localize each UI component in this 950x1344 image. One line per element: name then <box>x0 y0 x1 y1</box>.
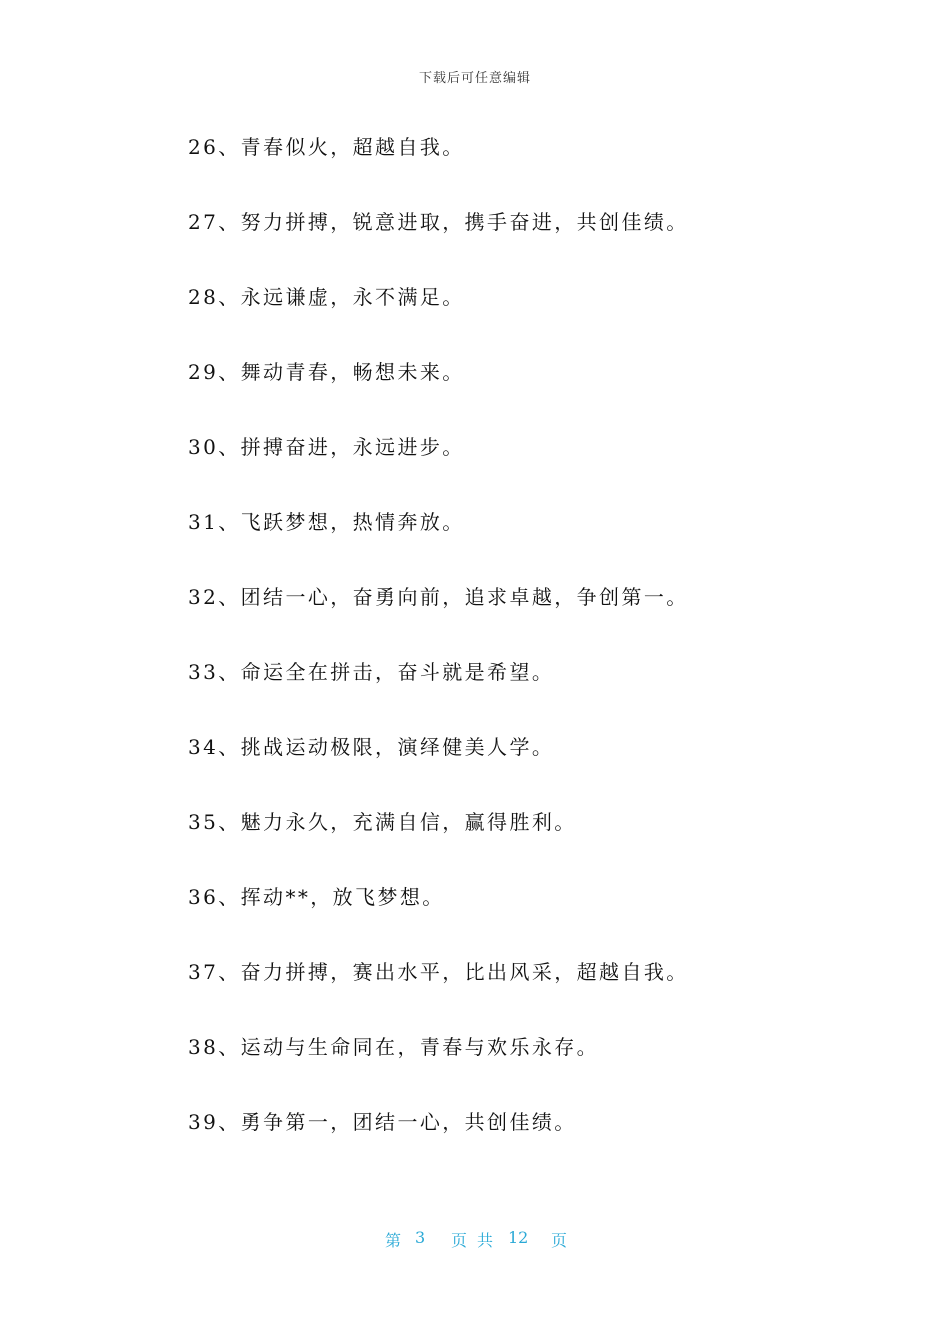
footer-ye: 页 <box>451 1231 468 1250</box>
list-item: 34、挑战运动极限，演绎健美人学。 <box>188 735 555 759</box>
footer-total-pages: 12 <box>508 1228 529 1247</box>
list-item: 29、舞动青春，畅想未来。 <box>188 360 465 384</box>
footer-gong: 共 <box>477 1231 494 1250</box>
document-body <box>188 130 868 1180</box>
list-item: 28、永远谦虚，永不满足。 <box>188 285 465 309</box>
footer-ye2: 页 <box>551 1231 568 1250</box>
page-header: 下载后可任意编辑 <box>418 71 531 86</box>
page-footer <box>0 1228 950 1252</box>
list-item: 30、拼搏奋进，永远进步。 <box>188 435 465 459</box>
list-item: 31、飞跃梦想，热情奔放。 <box>188 510 465 534</box>
list-item: 32、团结一心，奋勇向前，追求卓越，争创第一。 <box>188 585 689 609</box>
list-item: 26、青春似火，超越自我。 <box>188 135 465 159</box>
footer-page-number: 3 <box>415 1228 426 1247</box>
list-item: 33、命运全在拼击，奋斗就是希望。 <box>188 660 555 684</box>
footer-di: 第 <box>385 1231 402 1250</box>
list-item: 27、努力拼搏，锐意进取，携手奋进，共创佳绩。 <box>188 210 689 234</box>
list-item: 38、运动与生命同在，青春与欢乐永存。 <box>188 1035 600 1059</box>
list-item: 39、勇争第一，团结一心，共创佳绩。 <box>188 1110 577 1134</box>
list-item: 37、奋力拼搏，赛出水平，比出风采，超越自我。 <box>188 960 689 984</box>
list-item: 36、挥动**，放飞梦想。 <box>188 885 445 909</box>
list-item: 35、魅力永久，充满自信，赢得胜利。 <box>188 810 577 834</box>
